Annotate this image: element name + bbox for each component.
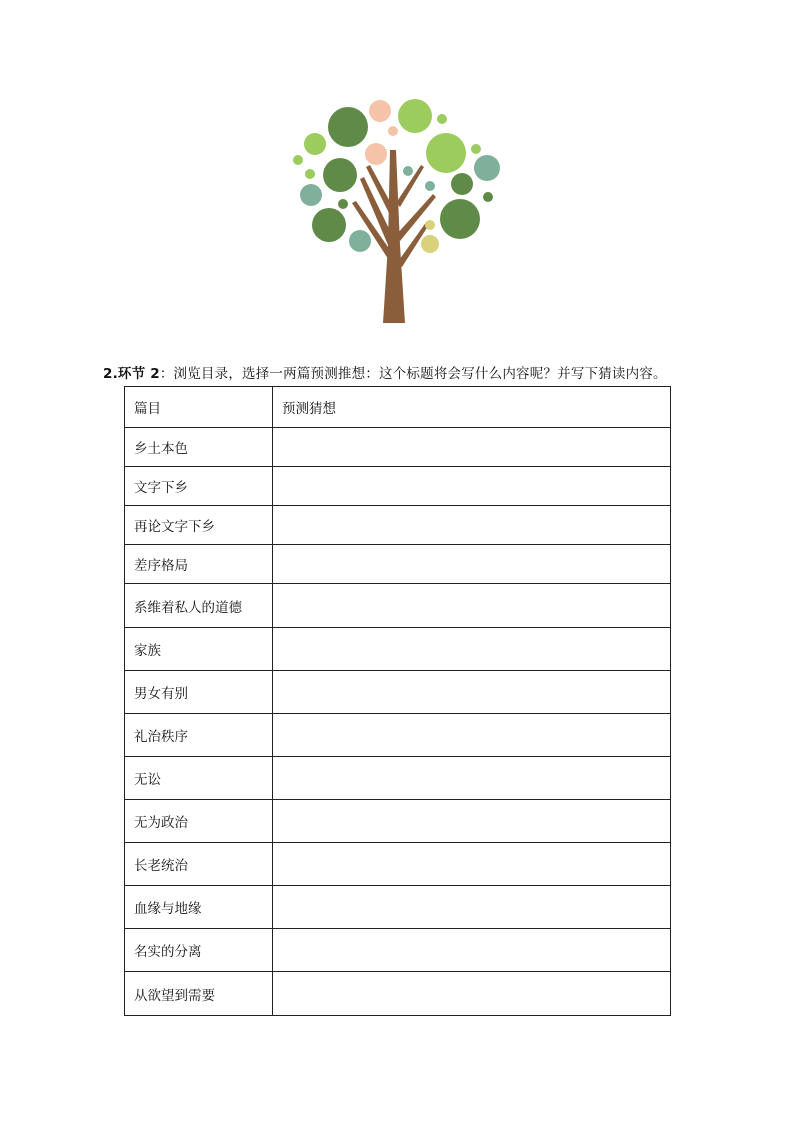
table-row: [125, 714, 671, 757]
row-title: 家族: [125, 628, 273, 671]
row-title: 礼治秩序: [125, 714, 273, 757]
table-row: [125, 929, 671, 972]
row-title: 系维着私人的道德: [125, 584, 273, 628]
row-guess-cell[interactable]: [273, 929, 671, 972]
row-title: 文字下乡: [125, 467, 273, 506]
row-guess-cell[interactable]: [273, 506, 671, 545]
row-title: 血缘与地缘: [125, 886, 273, 929]
row-guess-cell[interactable]: [273, 467, 671, 506]
table-row: [125, 467, 671, 506]
row-title: 乡土本色: [125, 428, 273, 467]
section-number: 2.环节 2: [103, 366, 160, 382]
row-guess-cell[interactable]: [273, 584, 671, 628]
table-header-row: [125, 387, 671, 428]
row-title: 差序格局: [125, 545, 273, 584]
prediction-table: [124, 386, 671, 1016]
row-guess-cell[interactable]: [273, 545, 671, 584]
header-title: 篇目: [125, 387, 273, 428]
table-row: [125, 628, 671, 671]
table-row: [125, 584, 671, 628]
section-heading: [103, 362, 667, 382]
header-guess: 预测猜想: [273, 387, 671, 428]
table-row: [125, 545, 671, 584]
row-guess-cell[interactable]: [273, 671, 671, 714]
table-row: [125, 506, 671, 545]
table-row: [125, 757, 671, 800]
row-guess-cell[interactable]: [273, 757, 671, 800]
row-title: 从欲望到需要: [125, 972, 273, 1016]
table-row: [125, 972, 671, 1016]
tree-icon: [290, 95, 505, 323]
table-row: [125, 886, 671, 929]
table-row: [125, 843, 671, 886]
row-title: 男女有别: [125, 671, 273, 714]
row-guess-cell[interactable]: [273, 972, 671, 1016]
row-title: 再论文字下乡: [125, 506, 273, 545]
table-row: [125, 800, 671, 843]
row-guess-cell[interactable]: [273, 714, 671, 757]
row-guess-cell[interactable]: [273, 428, 671, 467]
table-row: [125, 671, 671, 714]
row-guess-cell[interactable]: [273, 843, 671, 886]
row-title: 无为政治: [125, 800, 273, 843]
section-instruction: ：浏览目录，选择一两篇预测推想：这个标题将会写什么内容呢？并写下猜读内容。: [159, 366, 667, 382]
row-title: 长老统治: [125, 843, 273, 886]
table-row: [125, 428, 671, 467]
row-title: 无讼: [125, 757, 273, 800]
row-guess-cell[interactable]: [273, 886, 671, 929]
row-title: 名实的分离: [125, 929, 273, 972]
row-guess-cell[interactable]: [273, 800, 671, 843]
row-guess-cell[interactable]: [273, 628, 671, 671]
